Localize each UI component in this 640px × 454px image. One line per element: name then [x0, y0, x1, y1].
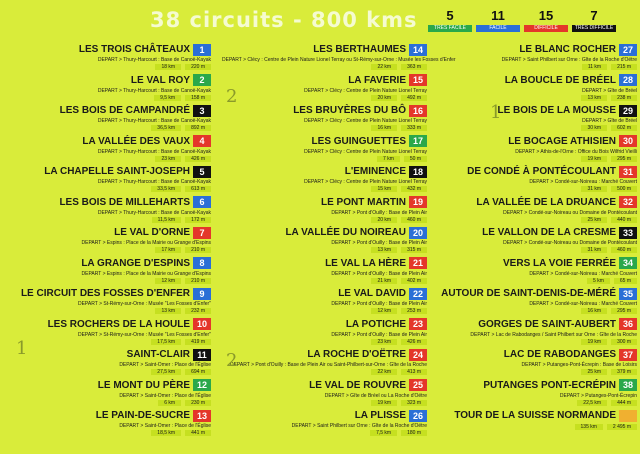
circuit-departure: DEPART > Saint-Omer : Place de l'Église — [119, 423, 211, 429]
circuit-departure: DEPART > Thury-Harcourt : Base de Canoë-Kayak — [97, 57, 211, 63]
circuit-distance: 12 km — [371, 308, 397, 314]
circuit-elevation: 238 m — [611, 95, 637, 101]
circuit-number-badge: 25 — [409, 379, 427, 391]
circuit-number-badge: 32 — [619, 196, 637, 208]
circuit-item[interactable] — [432, 164, 637, 195]
circuit-name: LA BOUCLE DE BRÉEL — [504, 74, 616, 86]
circuit-distance: 23 km — [371, 339, 397, 345]
circuit-number-badge: 5 — [193, 166, 211, 178]
circuit-item[interactable] — [222, 195, 427, 226]
circuit-name: LE VAL D'ORNE — [114, 227, 190, 238]
circuit-elevation: 50 m — [404, 156, 427, 162]
circuit-item[interactable] — [432, 134, 637, 165]
circuit-elevation: 460 m — [611, 247, 637, 253]
circuit-name: GORGES DE SAINT-AUBERT — [478, 318, 616, 330]
circuit-number-badge: 23 — [409, 318, 427, 330]
circuit-number-badge: 38 — [619, 379, 637, 391]
circuit-distance: 22,5 km — [577, 400, 607, 406]
circuit-column-1 — [6, 42, 211, 439]
circuit-elevation: 440 m — [611, 217, 637, 223]
circuit-distance: 17 km — [155, 247, 181, 253]
circuit-number-badge: 27 — [619, 44, 637, 56]
circuit-number-badge: 22 — [409, 288, 427, 300]
circuit-number-badge: 8 — [193, 257, 211, 269]
circuit-distance: 23 km — [155, 156, 181, 162]
circuit-name: LE BOCAGE ATHISIEN — [508, 135, 616, 147]
difficulty-count: 7 — [590, 8, 598, 23]
circuit-item[interactable] — [6, 195, 211, 226]
circuit-number-badge: 33 — [619, 227, 637, 239]
circuit-column-3 — [432, 42, 637, 439]
circuit-name: LA FAVERIE — [348, 74, 406, 86]
circuit-distance: 5 km — [587, 278, 610, 284]
circuit-elevation: 215 m — [611, 64, 637, 70]
circuit-elevation: 65 m — [614, 278, 637, 284]
circuit-departure: DEPART > Pont d'Ouilly : Base de Plein Air — [331, 240, 427, 246]
circuit-item[interactable] — [432, 103, 637, 134]
circuit-item[interactable] — [6, 408, 211, 439]
circuit-name: LE MONT DU PÈRE — [97, 379, 190, 391]
circuit-elevation: 426 m — [401, 339, 427, 345]
circuit-departure: DEPART > Lac de Rabodanges / Saint Philbert sur Orne : Gîte de la Roche — [470, 331, 637, 338]
circuit-item[interactable] — [222, 225, 427, 256]
circuit-name: LE VAL DAVID — [338, 288, 406, 299]
difficulty-legend — [428, 8, 616, 32]
circuit-distance: 18 km — [155, 64, 181, 70]
circuit-distance: 11,5 km — [152, 217, 181, 223]
circuit-number-badge: 28 — [619, 74, 637, 86]
circuit-number-badge — [619, 410, 637, 422]
circuit-name: LA CHAPELLE SAINT-JOSEPH — [44, 166, 190, 177]
circuit-name: LE VAL DE ROUVRE — [309, 379, 406, 391]
circuit-elevation: 158 m — [185, 95, 211, 101]
circuit-distance: 18,5 km — [151, 430, 181, 436]
circuit-item[interactable] — [6, 286, 211, 317]
circuit-number-badge: 34 — [619, 257, 637, 269]
circuit-elevation: 295 m — [611, 308, 637, 314]
circuit-departure: DEPART > Clécy : Centre de Plein Nature Lionel Terray — [304, 179, 427, 185]
circuit-distance: 27,5 km — [151, 369, 181, 375]
difficulty-label: FACILE — [476, 25, 520, 32]
circuit-item[interactable] — [6, 378, 211, 409]
circuit-elevation: 323 m — [401, 400, 427, 406]
difficulty-label: DIFFICILE — [524, 25, 568, 32]
circuit-elevation: 460 m — [401, 217, 427, 223]
circuit-elevation: 253 m — [401, 308, 427, 314]
circuit-distance: 31 km — [581, 247, 607, 253]
circuit-distance: 22 km — [371, 369, 397, 375]
circuit-distance: 19 km — [581, 156, 607, 162]
circuit-departure: DEPART > Espins : Place de la Mairie ou Grange d'Espins — [81, 270, 211, 277]
circuit-number-badge: 9 — [193, 288, 211, 300]
circuit-elevation: 402 m — [401, 278, 427, 284]
circuit-number-badge: 17 — [409, 135, 427, 147]
circuit-name: LE PAIN-DE-SUCRE — [95, 410, 190, 421]
circuit-number-badge: 35 — [619, 288, 637, 300]
circuit-elevation: 379 m — [611, 369, 637, 375]
circuit-elevation: 613 m — [185, 186, 211, 192]
circuit-number-badge: 16 — [409, 105, 427, 117]
difficulty-label: TRÈS FACILE — [428, 25, 472, 32]
circuit-elevation: 180 m — [401, 430, 427, 436]
circuit-elevation: 492 m — [401, 95, 427, 101]
circuit-item[interactable] — [222, 103, 427, 134]
circuit-elevation: 172 m — [185, 217, 211, 223]
circuit-departure: DEPART > Clécy : Centre de Plein Nature Lionel Terray — [304, 87, 427, 94]
circuit-item[interactable] — [6, 256, 211, 287]
circuit-distance: 13 km — [581, 95, 607, 101]
circuit-name: LE VAL LA HÈRE — [325, 257, 406, 269]
difficulty-count: 15 — [538, 8, 554, 23]
circuit-name: LES BOIS DE CAMPANDRÉ — [59, 105, 190, 116]
circuit-name: LA VALLÉE DU NOIREAU — [285, 227, 406, 238]
circuit-elevation: 300 m — [611, 339, 637, 345]
circuit-item[interactable] — [222, 164, 427, 195]
circuit-number-badge: 11 — [193, 349, 211, 361]
circuit-item[interactable] — [6, 164, 211, 195]
circuit-name: LES BERTHAUMES — [313, 44, 406, 55]
circuit-number-badge: 14 — [409, 44, 427, 56]
circuit-elevation: 500 m — [611, 186, 637, 192]
circuit-departure: DEPART > Condé-sur-Noireau : Marché Couvert — [529, 301, 637, 307]
circuit-distance: 7,5 km — [370, 430, 397, 436]
circuit-distance: 17,5 km — [151, 339, 181, 345]
circuit-number-badge: 3 — [193, 105, 211, 117]
circuit-elevation: 2 495 m — [607, 424, 637, 430]
circuit-item[interactable] — [432, 286, 637, 317]
circuit-name: LA POTICHE — [345, 318, 406, 330]
circuit-number-badge: 15 — [409, 74, 427, 86]
circuit-item[interactable] — [6, 42, 211, 73]
circuit-departure: DEPART > St-Rémy-sur-Orne : Musée "Les Fosses d'Enfer" — [77, 331, 211, 338]
circuit-departure: DEPART > Putanges-Pont-Écrepin — [559, 392, 637, 399]
difficulty-count: 11 — [491, 8, 505, 23]
circuit-departure: DEPART > Condé-sur-Noireau : Marché Couvert — [529, 270, 637, 277]
circuit-departure: DEPART > Gîte de Bréel — [582, 118, 637, 124]
circuit-number-badge: 29 — [619, 105, 637, 117]
circuit-item[interactable] — [222, 42, 456, 73]
circuit-elevation: 444 m — [611, 400, 637, 406]
circuit-departure: DEPART > Condé-sur-Noireau ou Domaine de Pontécoulant — [503, 209, 637, 216]
circuit-departure: DEPART > Clécy : Centre de Plein Nature Lionel Terray ou St-Rémy-sur-Orne : Musée les Fosses d'Enfer — [222, 57, 456, 63]
circuit-number-badge: 20 — [409, 227, 427, 239]
circuit-name: LES BRUYÈRES DU BÔ — [293, 105, 406, 116]
circuit-distance: 6 km — [158, 400, 181, 406]
circuit-item[interactable] — [432, 408, 637, 439]
circuit-distance: 11 km — [582, 64, 607, 70]
circuit-departure: DEPART > Thury-Harcourt : Base de Canoë-Kayak — [97, 87, 211, 94]
circuit-departure: DEPART > Pont d'Ouilly : Base de Plein Air — [331, 209, 427, 216]
circuit-departure: DEPART > Thury-Harcourt : Base de Canoë-Kayak — [97, 148, 211, 155]
circuit-name: LA PLISSE — [354, 410, 406, 421]
circuit-item[interactable] — [432, 195, 637, 226]
circuit-distance: 31 km — [581, 186, 607, 192]
circuit-elevation: 315 m — [401, 247, 427, 253]
circuit-departure: DEPART > Athis-de-l'Orne : Office du Bois Wilfrid Vieilli — [515, 148, 637, 155]
circuit-number-badge: 21 — [409, 257, 427, 269]
circuit-name: LES ROCHERS DE LA HOULE — [47, 318, 190, 330]
circuit-departure: DEPART > St-Rémy-sur-Orne : Musée "Les Fosses d'Enfer" — [77, 301, 211, 307]
circuit-distance: 25 km — [581, 369, 607, 375]
circuit-distance: 25 km — [581, 217, 607, 223]
circuit-name: LE VALLON DE LA CRESME — [482, 227, 616, 238]
circuit-item[interactable] — [432, 378, 637, 409]
circuit-item[interactable] — [432, 256, 637, 287]
circuit-elevation: 892 m — [185, 125, 211, 131]
circuit-elevation: 220 m — [185, 64, 211, 70]
circuit-distance: 33,5 km — [151, 186, 181, 192]
circuit-item[interactable] — [432, 73, 637, 104]
circuit-distance: 15 km — [371, 186, 397, 192]
circuit-elevation: 363 m — [401, 64, 427, 70]
circuit-name: LE VAL ROY — [130, 74, 190, 86]
difficulty-level — [428, 8, 472, 32]
circuit-distance: 16 km — [371, 125, 397, 131]
handwritten-mark: 1 — [490, 102, 502, 123]
circuit-number-badge: 19 — [409, 196, 427, 208]
circuit-departure: DEPART > Thury-Harcourt : Base de Canoë-Kayak — [97, 209, 211, 216]
circuit-elevation: 232 m — [185, 308, 211, 314]
circuit-name: SAINT-CLAIR — [126, 349, 190, 360]
circuit-name: LE BLANC ROCHER — [519, 44, 616, 55]
circuit-departure: DEPART > Pont d'Ouilly : Base de Plein Air — [331, 270, 427, 277]
circuit-distance: 13 km — [155, 308, 181, 314]
circuit-item[interactable] — [6, 225, 211, 256]
circuit-distance: 9,5 km — [154, 95, 181, 101]
circuit-elevation: 694 m — [185, 369, 211, 375]
circuit-item[interactable] — [222, 408, 427, 439]
circuit-number-badge: 4 — [193, 135, 211, 147]
circuit-number-badge: 18 — [409, 166, 427, 178]
circuit-item[interactable] — [432, 317, 637, 348]
circuit-number-badge: 24 — [409, 349, 427, 361]
circuit-number-badge: 26 — [409, 410, 427, 422]
circuit-item[interactable] — [222, 347, 427, 378]
circuit-elevation: 295 m — [611, 156, 637, 162]
circuit-distance: 7 km — [377, 156, 400, 162]
circuit-number-badge: 7 — [193, 227, 211, 239]
circuit-item[interactable] — [6, 317, 211, 348]
circuit-elevation: 333 m — [401, 125, 427, 131]
circuit-number-badge: 13 — [193, 410, 211, 422]
circuit-name: L'EMINENCE — [344, 166, 406, 177]
circuit-distance: 12 km — [155, 278, 181, 284]
circuit-elevation: 602 m — [611, 125, 637, 131]
circuit-item[interactable] — [222, 73, 427, 104]
circuit-distance: 20 km — [371, 217, 397, 223]
circuit-name: TOUR DE LA SUISSE NORMANDE — [454, 410, 616, 421]
circuit-number-badge: 2 — [193, 74, 211, 86]
circuit-distance: 30 km — [581, 125, 607, 131]
difficulty-count: 5 — [446, 8, 454, 23]
circuit-item[interactable] — [6, 103, 211, 134]
circuit-item[interactable] — [432, 347, 637, 378]
circuit-name: LA VALLÉE DE LA DRUANCE — [476, 196, 616, 208]
page-title: 38 circuits - 800 kms — [150, 8, 418, 32]
circuit-number-badge: 1 — [193, 44, 211, 56]
circuit-elevation: 419 m — [185, 339, 211, 345]
circuit-departure: DEPART > Saint-Omer : Place de l'Église — [119, 362, 211, 368]
circuit-name: VERS LA VOIE FERRÉE — [503, 257, 616, 269]
handwritten-mark: 1 — [16, 338, 28, 359]
circuit-departure: DEPART > Saint Philbert sur Orne : Gîte de la Roche d'Oëtre — [501, 57, 637, 63]
circuit-departure: DEPART > Gîte de Bréel — [582, 87, 637, 94]
circuit-departure: DEPART > Condé-sur-Noireau ou Domaine de Pontécoulant — [503, 240, 637, 246]
circuit-number-badge: 37 — [619, 349, 637, 361]
circuit-departure: DEPART > Pont d'Ouilly : Base de Plein Air — [331, 301, 427, 307]
circuit-name: PUTANGES PONT-ECRÉPIN — [483, 379, 616, 391]
circuit-distance: 16 km — [581, 308, 607, 314]
circuit-departure: DEPART > Thury-Harcourt : Base de Canoë-Kayak — [97, 118, 211, 124]
circuit-column-2 — [222, 42, 456, 439]
handwritten-mark: 2 — [226, 350, 238, 371]
circuit-departure: DEPART > Thury-Harcourt : Base de Canoë-Kayak — [97, 179, 211, 185]
circuit-name: LES TROIS CHÂTEAUX — [78, 44, 190, 55]
circuit-departure: DEPART > Condé-sur-Noireau : Marché Couvert — [529, 179, 637, 185]
circuit-departure: DEPART > Pont d'Ouilly : Base de Plein Air ou Saint-Philbert-sur-Orne : Gîte de la Roche — [229, 362, 427, 368]
circuit-distance: 21 km — [371, 278, 397, 284]
circuit-item[interactable] — [222, 317, 427, 348]
circuit-elevation: 230 m — [185, 400, 211, 406]
circuit-item[interactable] — [222, 378, 427, 409]
circuit-number-badge: 6 — [193, 196, 211, 208]
circuit-number-badge: 30 — [619, 135, 637, 147]
difficulty-level — [476, 8, 520, 32]
circuit-departure: DEPART > Clécy : Centre de Plein Nature Lionel Terray — [304, 118, 427, 124]
circuit-name: LE CIRCUIT DES FOSSES D'ENFER — [20, 288, 190, 299]
difficulty-label: TRÈS DIFFICILE — [572, 25, 616, 32]
circuit-departure: DEPART > Gîte de Bréel ou La Roche d'Oëtre — [324, 392, 427, 399]
circuit-elevation: 441 m — [185, 430, 211, 436]
circuit-elevation: 413 m — [401, 369, 427, 375]
circuit-distance: 36,5 km — [151, 125, 181, 131]
circuit-item[interactable] — [6, 73, 211, 104]
circuit-item[interactable] — [6, 347, 211, 378]
circuit-distance: 135 km — [575, 424, 603, 430]
circuit-item[interactable] — [222, 134, 427, 165]
circuit-item[interactable] — [222, 286, 427, 317]
circuit-name: LA VALLÉE DES VAUX — [82, 135, 190, 147]
handwritten-mark: 2 — [226, 86, 238, 107]
circuit-distance: 19 km — [371, 400, 397, 406]
circuit-elevation: 210 m — [185, 278, 211, 284]
circuit-departure: DEPART > Clécy : Centre de Plein Nature Lionel Terray — [304, 148, 427, 155]
circuit-name: LE BOIS DE LA MOUSSE — [497, 105, 616, 116]
circuit-number-badge: 31 — [619, 166, 637, 178]
circuit-distance: 19 km — [581, 339, 607, 345]
circuit-name: LES BOIS DE MILLEHARTS — [59, 196, 190, 208]
circuit-departure: DEPART > Pont d'Ouilly : Base de Plein Air — [331, 331, 427, 338]
circuit-name: LA ROCHE D'OËTRE — [307, 349, 406, 360]
circuit-number-badge: 10 — [193, 318, 211, 330]
circuit-distance: 20 km — [371, 95, 397, 101]
circuit-number-badge: 36 — [619, 318, 637, 330]
circuit-name: LA GRANGE D'ESPINS — [81, 257, 190, 269]
circuit-departure: DEPART > Putanges-Pont-Écrepin : Base de Loisirs — [521, 362, 637, 368]
circuit-number-badge: 12 — [193, 379, 211, 391]
difficulty-level — [524, 8, 568, 32]
circuit-name: LES GUINGUETTES — [311, 135, 406, 147]
circuit-departure: DEPART > Espins : Place de la Mairie ou Grange d'Espins — [81, 240, 211, 246]
circuit-name: AUTOUR DE SAINT-DENIS-DE-MÉRÉ — [441, 288, 616, 299]
circuit-distance: 22 km — [371, 64, 397, 70]
circuit-item[interactable] — [432, 225, 637, 256]
difficulty-level — [572, 8, 616, 32]
circuit-elevation: 426 m — [185, 156, 211, 162]
circuit-distance: 13 km — [371, 247, 397, 253]
circuit-name: LE PONT MARTIN — [321, 196, 406, 208]
circuit-elevation: 210 m — [185, 247, 211, 253]
circuit-departure: DEPART > Saint-Omer : Place de l'Église — [119, 392, 211, 399]
circuit-item[interactable] — [6, 134, 211, 165]
circuit-name: DE CONDÉ À PONTÉCOULANT — [467, 166, 616, 177]
circuit-item[interactable] — [432, 42, 637, 73]
circuit-item[interactable] — [222, 256, 427, 287]
circuit-name: LAC DE RABODANGES — [503, 349, 616, 360]
circuit-departure: DEPART > Saint Philbert sur Orne : Gîte de la Roche d'Oëtre — [291, 423, 427, 429]
circuit-elevation: 432 m — [401, 186, 427, 192]
